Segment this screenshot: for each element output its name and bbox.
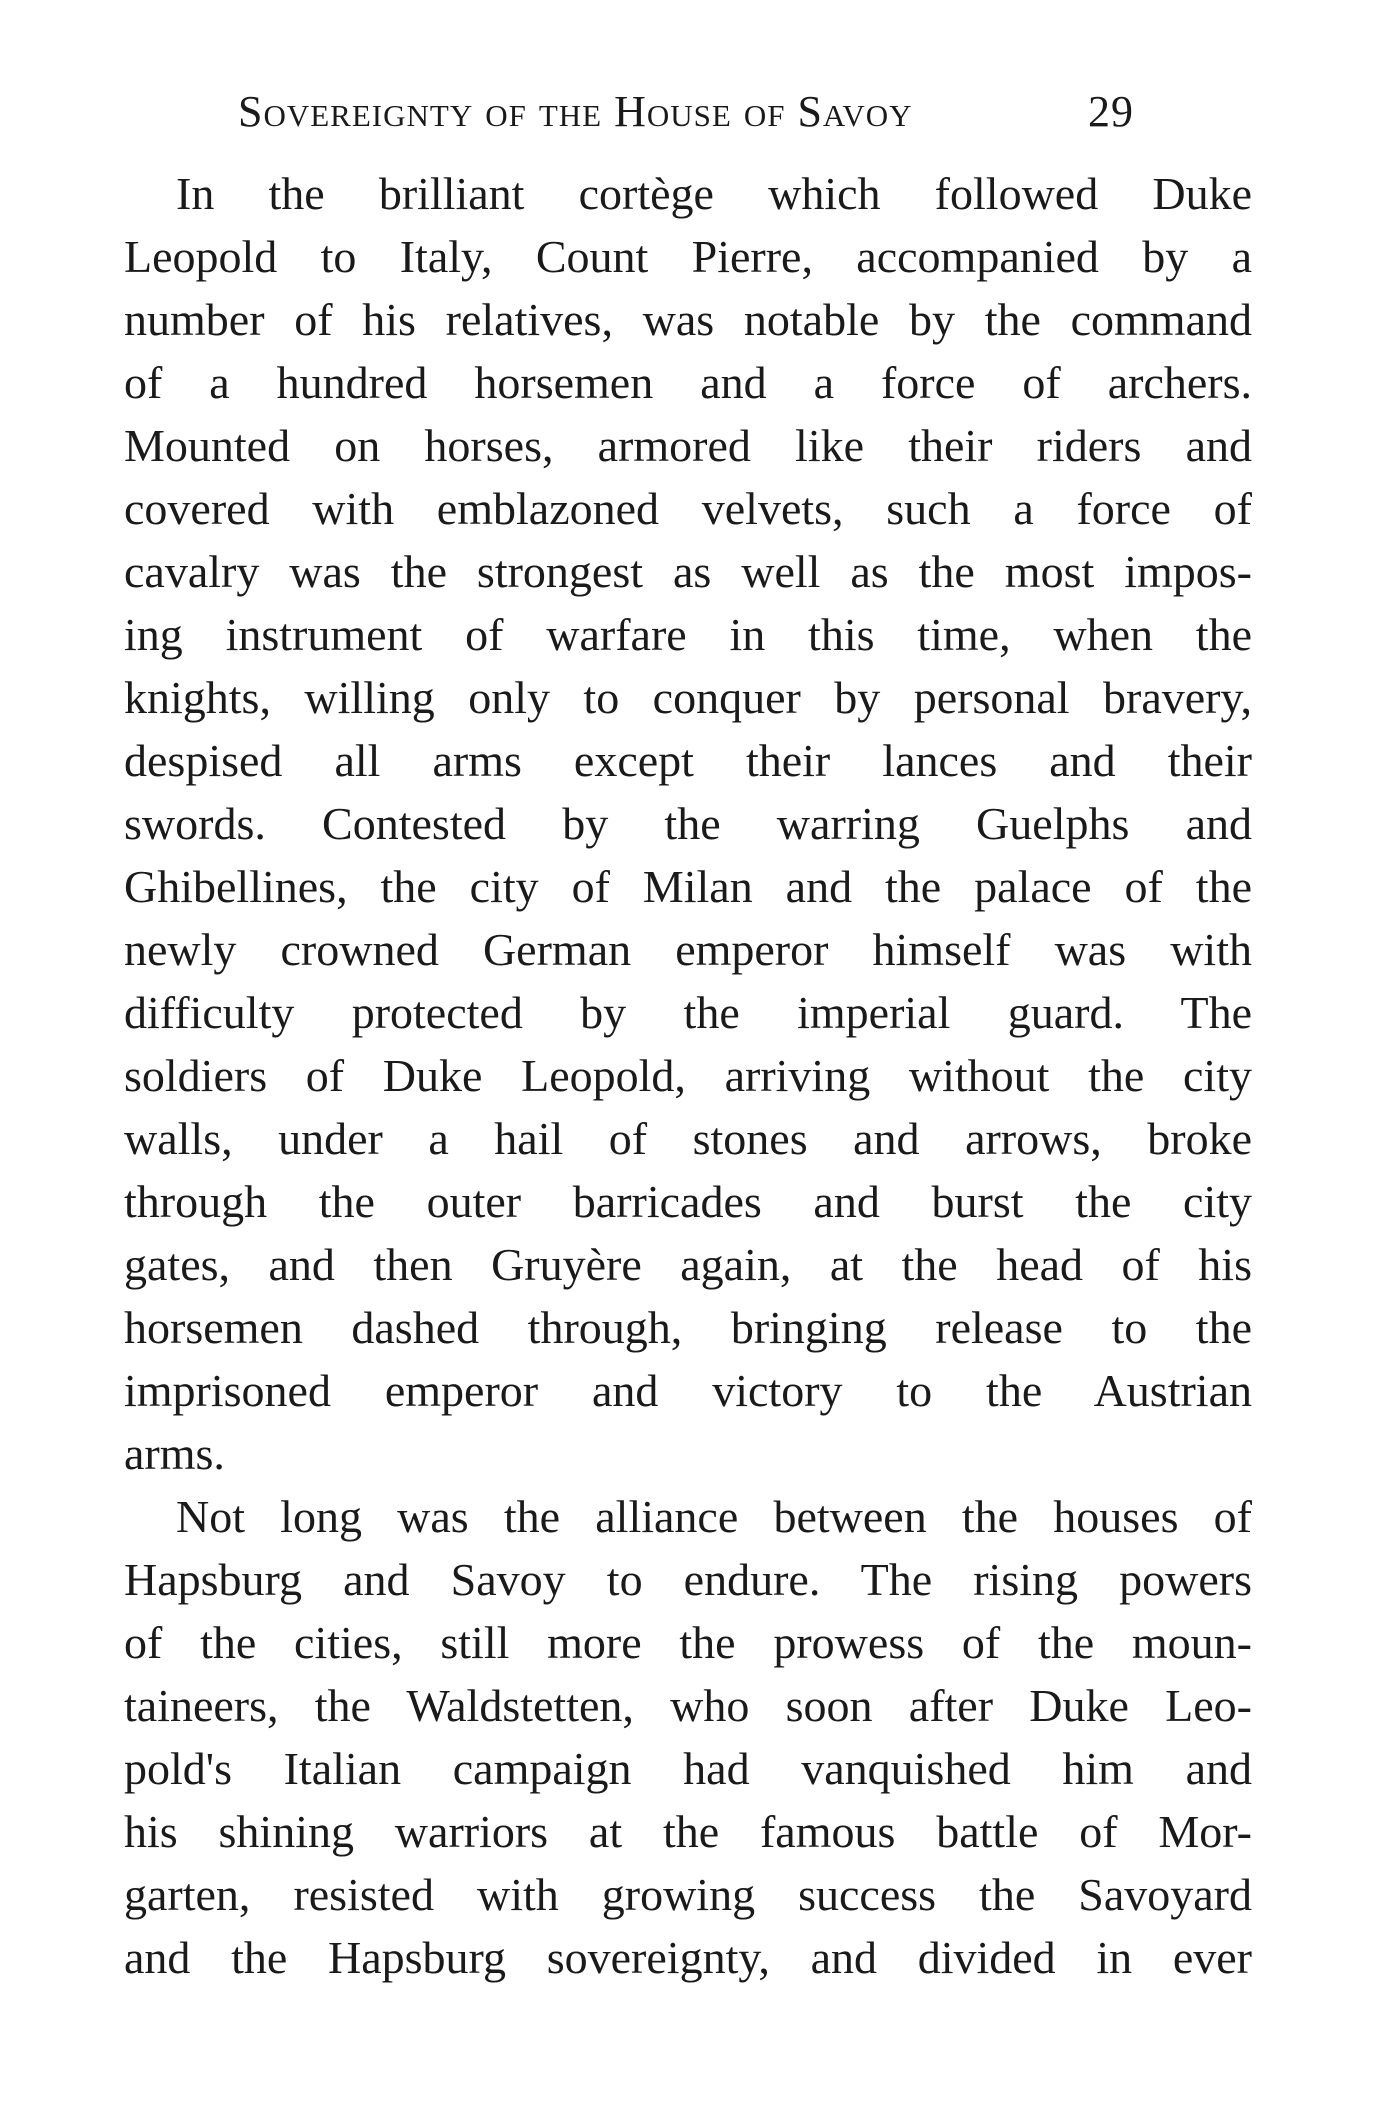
text-line: number of his relatives, was notable by the command	[124, 294, 1252, 345]
text-line: difficulty protected by the imperial guard. The	[124, 987, 1252, 1038]
text-line: and the Hapsburg sovereignty, and divided in ever	[124, 1932, 1252, 1983]
text-line: his shining warriors at the famous battle of Mor-	[124, 1806, 1252, 1857]
text-line: imprisoned emperor and victory to the Austrian	[124, 1365, 1252, 1416]
text-line: knights, willing only to conquer by personal bravery,	[124, 672, 1252, 723]
text-line: of a hundred horsemen and a force of archers.	[124, 357, 1252, 408]
text-line: newly crowned German emperor himself was with	[124, 924, 1252, 975]
text-line: through the outer barricades and burst the city	[124, 1176, 1252, 1227]
page-number: 29	[1088, 87, 1134, 136]
text-line: pold's Italian campaign had vanquished him and	[124, 1743, 1252, 1794]
text-line: Leopold to Italy, Count Pierre, accompanied by a	[124, 231, 1252, 282]
text-line: Hapsburg and Savoy to endure. The rising powers	[124, 1554, 1252, 1605]
text-line: walls, under a hail of stones and arrows, broke	[124, 1113, 1252, 1164]
text-line: gates, and then Gruyère again, at the head of his	[124, 1239, 1252, 1290]
text-line: cavalry was the strongest as well as the most impos-	[124, 546, 1252, 597]
text-line: swords. Contested by the warring Guelphs and	[124, 798, 1252, 849]
running-head-title: Sovereignty of the House of Savoy	[238, 87, 913, 136]
text-line: Mounted on horses, armored like their riders and	[124, 420, 1252, 471]
text-line: taineers, the Waldstetten, who soon after Duke Leo-	[124, 1680, 1252, 1731]
text-line: Ghibellines, the city of Milan and the palace of the	[124, 861, 1252, 912]
text-line: horsemen dashed through, bringing release to the	[124, 1302, 1252, 1353]
text-line: In the brilliant cortège which followed Duke	[176, 168, 1252, 219]
text-line: covered with emblazoned velvets, such a force of	[124, 483, 1252, 534]
running-head	[238, 82, 1138, 142]
text-line: of the cities, still more the prowess of the moun-	[124, 1617, 1252, 1668]
text-line: arms.	[124, 1428, 225, 1479]
text-line: Not long was the alliance between the houses of	[176, 1491, 1252, 1542]
text-line: garten, resisted with growing success the Savoyard	[124, 1869, 1252, 1920]
body-text	[124, 162, 1252, 1989]
text-line: ing instrument of warfare in this time, when the	[124, 609, 1252, 660]
text-line: despised all arms except their lances and their	[124, 735, 1252, 786]
text-line: soldiers of Duke Leopold, arriving without the city	[124, 1050, 1252, 1101]
